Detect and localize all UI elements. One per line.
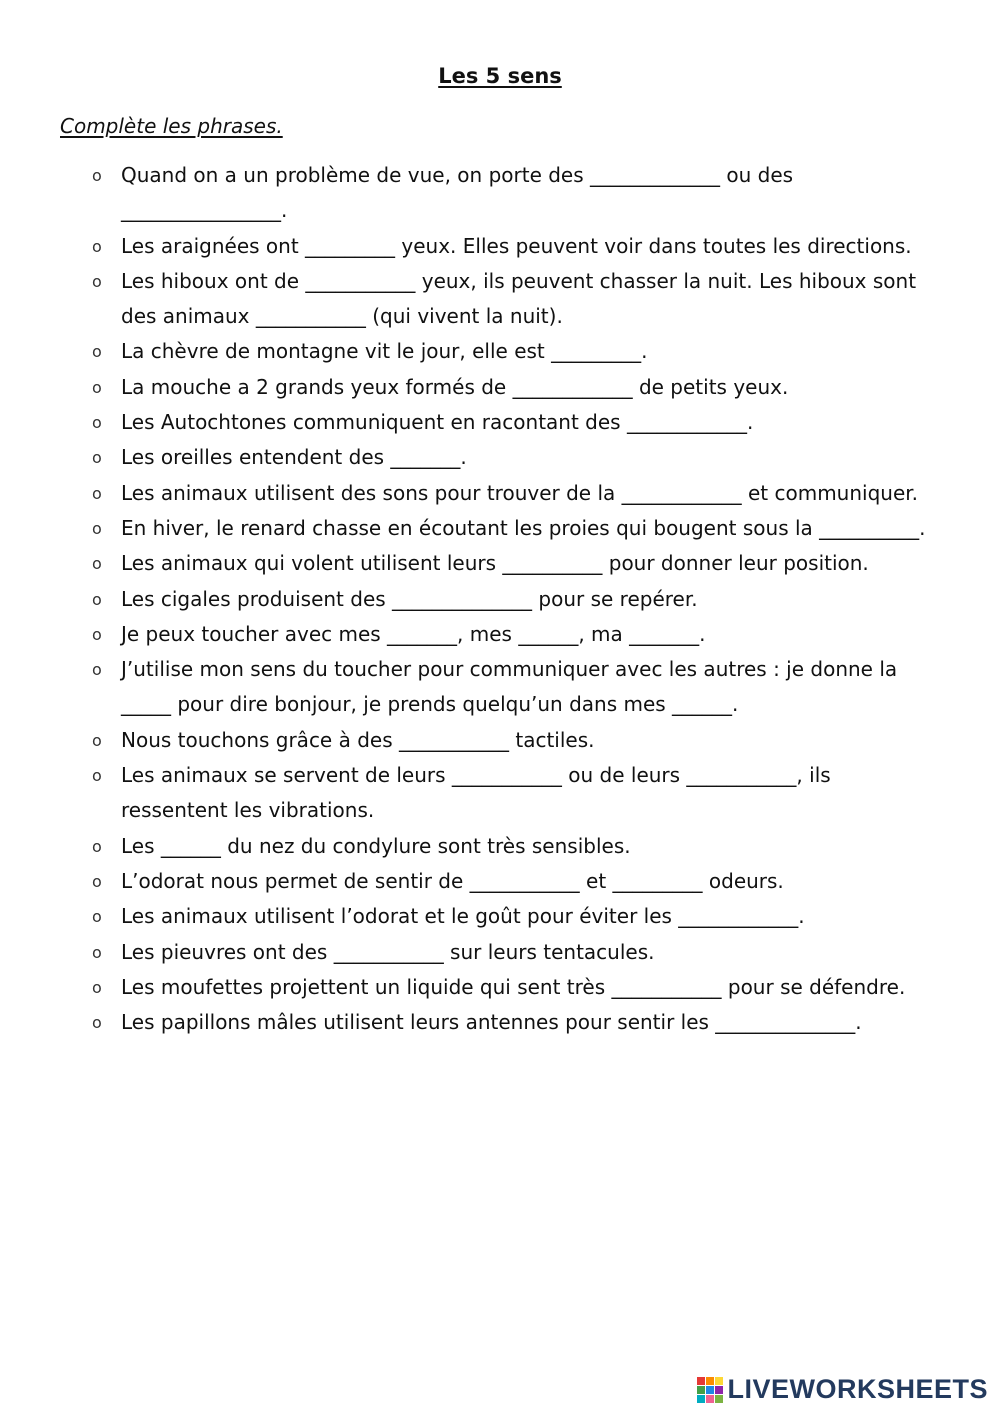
sentence-text: Les ______ du nez du condylure sont très sensibles. — [121, 833, 631, 858]
bullet-icon: o — [92, 624, 102, 644]
sentence-text: Les moufettes projettent un liquide qui sent très ___________ pour se défendre. — [121, 974, 906, 999]
list-item — [90, 476, 940, 511]
exercise-list — [90, 158, 940, 1040]
sentence-text: Les cigales produisent des ______________ pour se repérer. — [121, 586, 698, 611]
sentence-text: Quand on a un problème de vue, on porte des _____________ ou des ________________. — [121, 163, 800, 223]
sentence-text: J’utilise mon sens du toucher pour communiquer avec les autres : je donne la _____ pour dire bonjour, je prends quelqu’un dans mes ______. — [121, 657, 904, 717]
list-item — [90, 405, 940, 440]
logo-mosaic-icon — [697, 1377, 723, 1403]
sentence-text: Les hiboux ont de ___________ yeux, ils peuvent chasser la nuit. Les hiboux sont des animaux ___________ (qui vivent la nuit). — [121, 268, 923, 329]
list-item — [90, 1005, 940, 1040]
bullet-icon: o — [92, 236, 102, 256]
bullet-icon: o — [92, 977, 102, 997]
instruction-text: Complète les phrases. — [60, 114, 283, 138]
list-item — [90, 758, 940, 829]
bullet-icon: o — [92, 271, 102, 291]
sentence-text: Les oreilles entendent des _______. — [121, 445, 467, 470]
list-item — [90, 723, 940, 758]
list-item — [90, 582, 940, 617]
page-title: Les 5 sens — [438, 64, 562, 88]
list-item — [90, 440, 940, 475]
bullet-icon: o — [92, 907, 102, 927]
bullet-icon: o — [92, 1013, 102, 1033]
list-item — [90, 511, 940, 546]
sentence-text: Nous touchons grâce à des ___________ tactiles. — [121, 727, 595, 752]
sentence-text: Les animaux se servent de leurs ___________ ou de leurs ___________, ils ressentent les vibrations. — [121, 763, 838, 823]
bullet-icon: o — [92, 836, 102, 856]
bullet-icon: o — [92, 518, 102, 538]
list-item — [90, 334, 940, 369]
liveworksheets-logo[interactable] — [697, 1374, 988, 1405]
bullet-icon: o — [92, 448, 102, 468]
sentence-text: Les Autochtones communiquent en racontant des ____________. — [121, 410, 754, 435]
sentence-text: Les pieuvres ont des ___________ sur leurs tentacules. — [121, 939, 655, 964]
bullet-icon: o — [92, 483, 102, 503]
list-item — [90, 829, 940, 864]
bullet-icon: o — [92, 942, 102, 962]
sentence-text: Les animaux qui volent utilisent leurs __________ pour donner leur position. — [121, 551, 869, 576]
list-item — [90, 970, 940, 1005]
list-item — [90, 864, 940, 899]
logo-text: LIVEWORKSHEETS — [727, 1374, 988, 1404]
bullet-icon: o — [92, 342, 102, 362]
list-item — [90, 158, 940, 229]
list-item — [90, 546, 940, 581]
sentence-text: La chèvre de montagne vit le jour, elle est _________. — [121, 339, 648, 364]
sentence-text: La mouche a 2 grands yeux formés de ____________ de petits yeux. — [121, 374, 789, 399]
sentence-text: Je peux toucher avec mes _______, mes ______, ma _______. — [121, 621, 706, 646]
sentence-text: Les animaux utilisent des sons pour trouver de la ____________ et communiquer. — [121, 480, 919, 505]
list-item — [90, 935, 940, 970]
sentence-text: Les animaux utilisent l’odorat et le goût pour éviter les ____________. — [121, 904, 805, 929]
bullet-icon: o — [92, 377, 102, 397]
bullet-icon: o — [92, 766, 102, 786]
bullet-icon: o — [92, 730, 102, 750]
bullet-icon: o — [92, 871, 102, 891]
bullet-icon: o — [92, 413, 102, 433]
list-item — [90, 899, 940, 934]
list-item — [90, 264, 940, 335]
bullet-icon: o — [92, 589, 102, 609]
sentence-text: Les araignées ont _________ yeux. Elles peuvent voir dans toutes les directions. — [121, 233, 912, 258]
bullet-icon: o — [92, 660, 102, 680]
list-item — [90, 652, 940, 723]
list-item — [90, 370, 940, 405]
sentence-text: En hiver, le renard chasse en écoutant les proies qui bougent sous la __________. — [121, 515, 926, 540]
bullet-icon: o — [92, 554, 102, 574]
sentence-text: Les papillons mâles utilisent leurs antennes pour sentir les ______________. — [121, 1010, 862, 1035]
bullet-icon: o — [92, 166, 102, 185]
sentence-text: L’odorat nous permet de sentir de ___________ et _________ odeurs. — [121, 868, 784, 893]
list-item — [90, 229, 940, 264]
list-item — [90, 617, 940, 652]
